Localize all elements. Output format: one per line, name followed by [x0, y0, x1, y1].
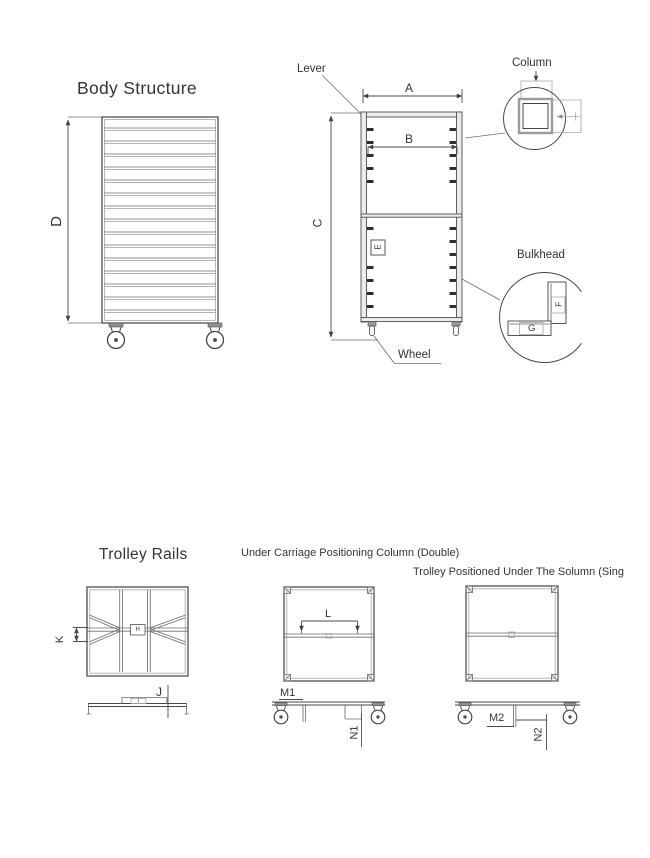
caster-wheel-icon: [108, 323, 125, 349]
dim-label-j: J: [156, 685, 162, 699]
dim-label-a: A: [405, 81, 414, 95]
dim-label-h: H: [135, 627, 140, 633]
wheel-label: Wheel: [398, 349, 431, 361]
column-detail-label: Column: [512, 57, 552, 69]
caster-wheel-icon: [368, 322, 376, 336]
dim-label-m2: M2: [489, 711, 505, 724]
dim-label-b: B: [405, 132, 414, 146]
dim-label-g: G: [528, 323, 536, 334]
caster-wheel-icon: [458, 703, 472, 724]
dim-label-m1: M1: [280, 687, 296, 699]
caster-wheel-icon: [371, 703, 385, 724]
lever-label: Lever: [297, 63, 326, 75]
body-structure-front-view: [322, 75, 462, 364]
trolley-rails-top-view: [73, 587, 188, 676]
body-structure-title: Body Structure: [77, 78, 197, 98]
caster-wheel-icon: [207, 323, 224, 349]
dim-label-n1: N1: [348, 725, 361, 740]
dim-label-f: F: [552, 301, 563, 307]
caster-wheel-icon: [274, 703, 288, 724]
bulkhead-detail-drawing: [462, 272, 581, 362]
double-column-heading: Under Carriage Positioning Column (Double): [241, 547, 460, 559]
dim-label-d: D: [47, 216, 65, 227]
trolley-rails-side-view: [87, 685, 190, 718]
double-column-side-view: [272, 700, 385, 748]
bulkhead-detail-label: Bulkhead: [517, 249, 565, 261]
dim-label-l: L: [325, 608, 332, 620]
caster-wheel-icon: [452, 322, 460, 336]
double-column-top-view: [284, 587, 374, 681]
single-column-top-view: [466, 586, 558, 681]
dim-label-n2: N2: [532, 727, 545, 742]
single-column-heading: Trolley Positioned Under The Solumn (Sing: [413, 566, 624, 578]
column-detail-drawing: [465, 71, 581, 150]
dim-label-c: C: [310, 218, 325, 228]
dim-label-k: K: [54, 635, 67, 643]
single-column-side-view: [455, 702, 580, 750]
body-structure-side-view: [68, 117, 224, 349]
dim-label-e: E: [373, 244, 383, 250]
caster-wheel-icon: [563, 703, 577, 724]
trolley-rails-title: Trolley Rails: [99, 546, 188, 563]
